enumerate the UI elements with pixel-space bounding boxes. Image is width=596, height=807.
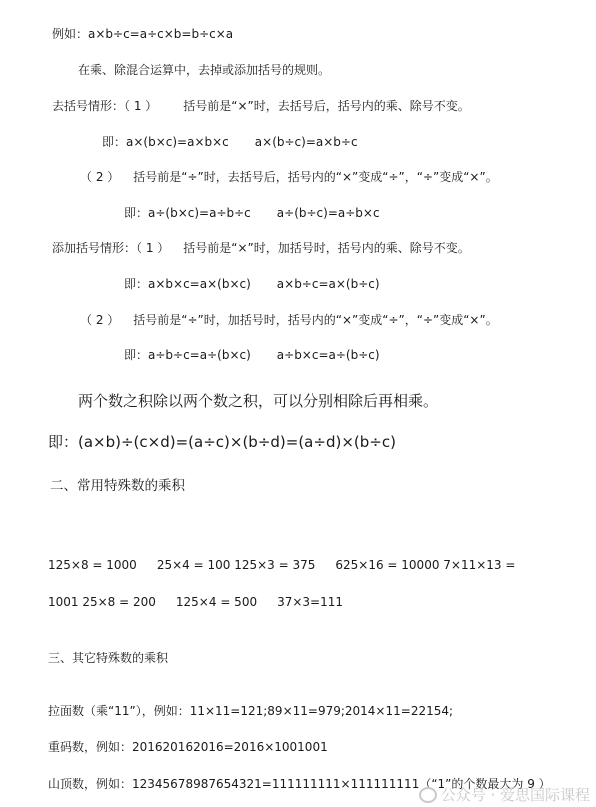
repeat-number-example: 重码数，例如：201620162016=2016×1001001: [48, 740, 328, 754]
quotient-of-products-formula: 即：(a×b)÷(c×d)=(a÷c)×(b÷d)=(a÷d)×(b÷c): [48, 433, 396, 451]
product: 25×4 = 100 125×3 = 375: [156, 558, 316, 572]
product: 125×4 = 500: [175, 595, 258, 609]
case-label: （ 2 ）: [80, 170, 120, 184]
case-rule: 括号前是“÷”时，去括号后，括号内的“×”变成“÷”，“÷”变成“×”。: [133, 170, 498, 184]
case-rule: 括号前是“×”时，加括号时，括号内的乘、除号不变。: [183, 241, 470, 255]
section-heading-3: 三、其它特殊数的乘积: [48, 651, 169, 665]
case-label: （ 2 ）: [80, 313, 120, 327]
case-rule: 括号前是“÷”时，加括号时，括号内的“×”变成“÷”，“÷”变成“×”。: [133, 313, 498, 327]
watermark-text: 公众号 · 爱思国际课程: [440, 786, 590, 804]
section-heading-2: 二、常用特殊数的乘积: [50, 478, 185, 494]
noodle-number-example: 拉面数（乘“11”），例如：11×11=121;89×11=979;2014×11=22154;: [48, 704, 454, 718]
wechat-icon: [419, 787, 437, 803]
quotient-of-products-rule: 两个数之积除以两个数之积，可以分别相除后再相乘。: [78, 392, 439, 410]
example-formula: a÷b×c=a÷(b÷c): [276, 348, 380, 362]
example-formula: 即：a÷(b×c)=a÷b÷c: [124, 206, 251, 220]
add-bracket-case-2: [80, 312, 498, 328]
remove-bracket-example-1: [102, 134, 358, 150]
example-commutative: 例如：a×b÷c=a÷c×b=b÷c×a: [52, 27, 234, 41]
add-bracket-case-1: [52, 240, 470, 256]
add-bracket-example-1: [124, 276, 380, 292]
example-formula: a×b÷c=a×(b÷c): [276, 277, 380, 291]
watermark: [419, 784, 590, 805]
product: 625×16 = 10000 7×11×13 =: [335, 558, 516, 572]
case-label: 去括号情形：（ 1 ）: [52, 99, 158, 113]
example-formula: 即：a÷b÷c=a÷(b×c): [124, 348, 251, 362]
product: 1001 25×8 = 200: [48, 595, 156, 609]
mountain-number-example: 山顶数，例如：12345678987654321=111111111×111111111（“1”的个数最大为 9 ）: [48, 777, 551, 791]
add-bracket-example-2: [124, 347, 380, 363]
example-formula: a÷(b÷c)=a÷b×c: [276, 206, 380, 220]
example-formula: 即：a×(b×c)=a×b×c: [102, 135, 229, 149]
example-formula: 即：a×b×c=a×(b×c): [124, 277, 251, 291]
rules-intro: 在乘、除混合运算中，去掉或添加括号的规则。: [78, 63, 331, 77]
product: 37×3=111: [277, 595, 344, 609]
remove-bracket-case-1: [52, 98, 470, 114]
product: 125×8 = 1000: [48, 558, 137, 572]
example-formula: a×(b÷c)=a×b÷c: [254, 135, 358, 149]
remove-bracket-example-2: [124, 205, 380, 221]
remove-bracket-case-2: [80, 169, 498, 185]
case-label: 添加括号情形：（ 1 ）: [52, 241, 170, 255]
special-products-row-2: [48, 594, 343, 610]
special-products-row-1: [48, 557, 515, 573]
case-rule: 括号前是“×”时，去括号后，括号内的乘、除号不变。: [183, 99, 470, 113]
